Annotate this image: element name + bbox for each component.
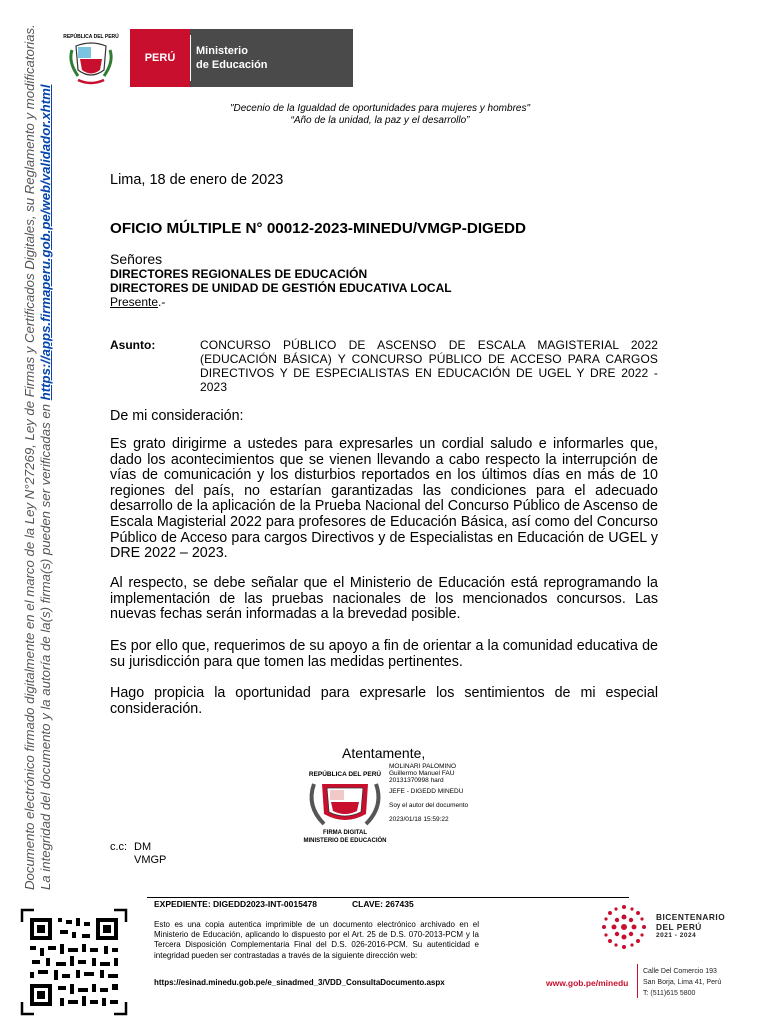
- digital-signature-seal-icon: [300, 762, 390, 844]
- place-date: Lima, 18 de enero de 2023: [110, 172, 284, 188]
- bicentenario-line-2: DEL PERÚ: [656, 922, 702, 932]
- seal-top-text: REPÚBLICA DEL PERÚ: [308, 771, 382, 778]
- greeting: De mi consideración:: [110, 408, 244, 424]
- peru-brand-box: [130, 29, 190, 87]
- peru-coat-of-arms-logo: [62, 30, 120, 88]
- signer-role: JEFE - DIGEDD MINEDU: [389, 788, 464, 795]
- signer-name-2: Guillermo Manuel FAU: [389, 770, 455, 777]
- minedu-site-link[interactable]: www.gob.pe/minedu: [546, 978, 629, 988]
- presente: [110, 295, 165, 309]
- seal-caption-1: FIRMA DIGITAL: [323, 830, 367, 836]
- bicentenario-logo-icon: [598, 901, 650, 953]
- signature-reason: Soy el autor del documento: [389, 802, 469, 809]
- seal-caption-2: MINISTERIO DE EDUCACIÓN: [303, 838, 387, 844]
- bicentenario-line-1: BICENTENARIO: [656, 912, 726, 922]
- side-notice-line-2-text: La integridad del documento y la autoría de la(s) firma(s) pueden ser verificadas en: [37, 400, 53, 890]
- signature-timestamp: 2023/01/18 15:59:22: [389, 816, 449, 823]
- side-digital-signature-notice: [22, 24, 53, 890]
- paragraph-1: Es grato dirigirme a ustedes para expresarles un cordial saludo e informarles que, dado los acontecimientos que se vienen llevando a cabo respecto la interrupción de vías de comunicación y los disturbios reportados en los últimos días en más de 10 regiones del país, no estarían garantizadas las condiciones para el adecuado desarrollo de la aplicación de la Prueba Nacional del Concurso Público de Ascenso de Escala Magisterial 2022 para profesores de Educación Básica, así como del Concurso Público de Acceso para cargos Directivos y de Especialistas en Educación de UGEL y DRE 2022 – 2023.: [110, 436, 658, 562]
- footer-legal-text: Esto es una copia autentica imprimible de un documento electrónico archivado en el Ministerio de Educación, aplicando lo dispuesto por el Art. 25 de D.S. 070-2013-PCM y la Tercera Disposición Complementaria Final del D.S. 026-2016-PCM. Su autenticidad e integridad pueden ser contrastadas a través de la siguiente dirección web:: [154, 920, 479, 960]
- salutation: Señores: [110, 251, 163, 267]
- svg-text:REPÚBLICA DEL PERÚ: REPÚBLICA DEL PERÚ: [63, 34, 119, 40]
- closing: Atentamente,: [342, 745, 426, 761]
- paragraph-4: Hago propicia la oportunidad para expresarle los sentimientos de mi especial consideración.: [110, 685, 658, 717]
- validator-link[interactable]: https://apps.firmaperu.gob.pe/web/validador.xhtml: [37, 84, 53, 401]
- address-line-2: San Borja, Lima 41, Perú: [643, 979, 722, 986]
- verification-url[interactable]: https://esinad.minedu.gob.pe/e_sinadmed_3/VDD_ConsultaDocumento.aspx: [154, 978, 445, 987]
- document-title: OFICIO MÚLTIPLE N° 00012-2023-MINEDU/VMGP-DIGEDD: [110, 220, 526, 237]
- expediente: EXPEDIENTE: DIGEDD2023-INT-0015478: [154, 899, 317, 909]
- paragraph-3: Es por ello que, requerimos de su apoyo a fin de orientar a la comunidad educativa de su jurisdicción para que tomen las medidas pertinentes.: [110, 638, 658, 670]
- footer-divider: [147, 897, 629, 898]
- peru-label: PERÚ: [144, 52, 176, 64]
- clave: CLAVE: 267435: [352, 899, 414, 909]
- address-line-3: T: (511)615 5800: [643, 990, 696, 997]
- side-notice-line-2: [38, 24, 54, 890]
- ministry-line-1: Ministerio: [196, 45, 248, 57]
- presente-suffix: .-: [158, 295, 166, 309]
- paragraph-2: Al respecto, se debe señalar que el Ministerio de Educación está reprogramando la implementación de las pruebas nacionales de los mencionados concursos. Las nuevas fechas serán informadas a la brevedad posible.: [110, 575, 658, 623]
- side-notice-line-1: Documento electrónico firmado digitalmente en el marco de la Ley N°27269, Ley de Firmas y Certificados Digitales, su Reglamento y modificatorias.: [22, 24, 37, 890]
- cc-2: VMGP: [134, 854, 167, 866]
- signer-ruc: 20131370998 hard: [389, 777, 444, 784]
- decade-line-2: “Año de la unidad, la paz y el desarrollo”: [290, 115, 470, 126]
- address-divider: [637, 964, 638, 998]
- bicentenario-line-3: 2021 - 2024: [656, 932, 697, 939]
- address-line-1: Calle Del Comercio 193: [643, 968, 717, 975]
- decade-line-1: "Decenio de la Igualdad de oportunidades para mujeres y hombres": [229, 103, 531, 114]
- subject-label: Asunto:: [110, 338, 156, 352]
- presente-word: Presente: [110, 295, 159, 309]
- cc-label: c.c:: [110, 841, 128, 853]
- ministry-line-2: de Educación: [196, 59, 268, 71]
- recipient-2: DIRECTORES DE UNIDAD DE GESTIÓN EDUCATIVA LOCAL: [110, 281, 452, 295]
- signer-name-1: MOLINARI PALOMINO: [389, 763, 457, 770]
- qr-code-icon[interactable]: [20, 908, 128, 1016]
- subject-text: CONCURSO PÚBLICO DE ASCENSO DE ESCALA MAGISTERIAL 2022 (EDUCACIÓN BÁSICA) Y CONCURSO PÚBLICO DE ACCESO PARA CARGOS DIRECTIVOS Y DE ESPECIALISTAS EN EDUCACIÓN DE UGEL Y DRE 2022 - 2023: [200, 338, 658, 394]
- cc-1: DM: [134, 841, 152, 853]
- brand-divider: [190, 35, 191, 81]
- recipient-1: DIRECTORES REGIONALES DE EDUCACIÓN: [110, 267, 368, 281]
- ministry-brand-box: [190, 29, 353, 87]
